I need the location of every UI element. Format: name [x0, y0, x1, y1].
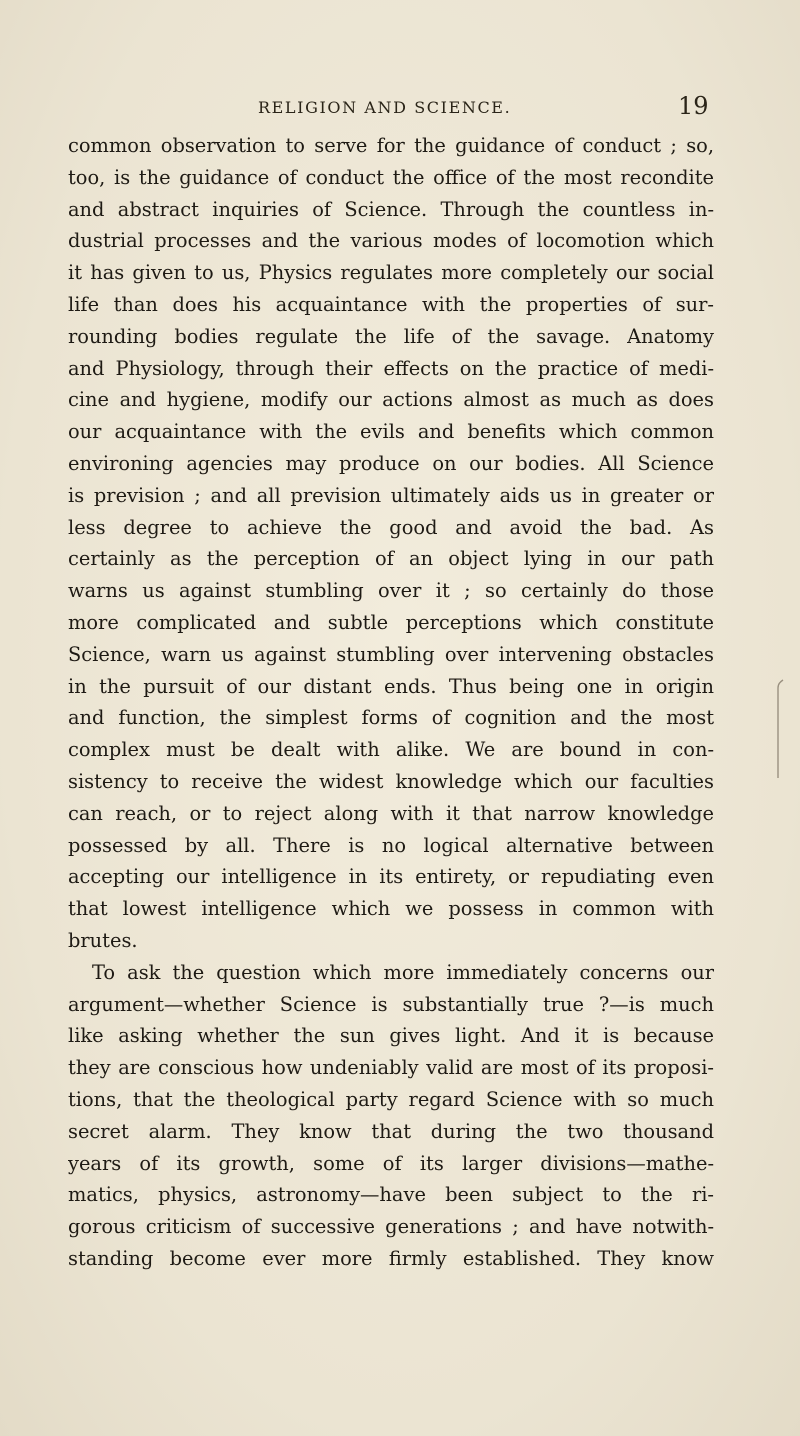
text-line: cine and hygiene, modify our actions almost as much as does [68, 388, 714, 412]
text-line: is prevision ; and all prevision ultimately aids us in greater or [68, 483, 714, 507]
running-head: RELIGION AND SCIENCE. [258, 98, 512, 117]
text-line: argument—whether Science is substantially true ?—is much [68, 992, 714, 1016]
text-line: possessed by all. There is no logical alternative between [68, 833, 714, 857]
text-line: more complicated and subtle perceptions which constitute [68, 610, 714, 634]
text-line: like asking whether the sun gives light. And it is because [68, 1024, 714, 1048]
text-line: complex must be dealt with alike. We are bound in con- [68, 738, 714, 762]
body-text [68, 130, 714, 1275]
text-line: they are conscious how undeniably valid are most of its proposi- [68, 1056, 714, 1080]
text-line: rounding bodies regulate the life of the savage. Anatomy [68, 324, 714, 348]
text-line: our acquaintance with the evils and benefits which common [68, 420, 714, 444]
text-line: and Physiology, through their effects on the practice of medi- [68, 356, 714, 380]
text-line: too, is the guidance of conduct the office of the most recondite [68, 165, 714, 189]
text-line: tions, that the theological party regard Science with so much [68, 1087, 714, 1111]
text-line: it has given to us, Physics regulates more completely our social [68, 261, 714, 285]
text-line: environing agencies may produce on our bodies. All Science [68, 451, 714, 475]
text-line: that lowest intelligence which we possess in common with [68, 897, 714, 921]
text-line: Science, warn us against stumbling over intervening obstacles [68, 642, 714, 666]
text-line: certainly as the perception of an object lying in our path [68, 547, 714, 571]
text-line: in the pursuit of our distant ends. Thus being one in origin [68, 674, 714, 698]
paragraph-end-line: brutes. [68, 928, 138, 952]
text-line: dustrial processes and the various modes of locomotion which [68, 229, 714, 253]
page-number: 19 [678, 92, 709, 120]
text-line: secret alarm. They know that during the two thousand [68, 1119, 714, 1143]
text-line: common observation to serve for the guidance of conduct ; so, [68, 134, 714, 157]
text-line: gorous criticism of successive generations ; and have notwith- [68, 1215, 714, 1239]
text-line: can reach, or to reject along with it that narrow knowledge [68, 801, 714, 825]
text-line: matics, physics, astronomy—have been subject to the ri- [68, 1183, 714, 1207]
text-line: and abstract inquiries of Science. Through the countless in- [68, 197, 714, 221]
text-line: sistency to receive the widest knowledge which our faculties [68, 769, 714, 793]
paragraph-start-line: To ask the question which more immediately concerns our [92, 960, 714, 984]
text-line: years of its growth, some of its larger divisions—mathe- [68, 1151, 714, 1175]
text-line: life than does his acquaintance with the properties of sur- [68, 292, 714, 316]
text-line: accepting our intelligence in its entirety, or repudiating even [68, 865, 714, 889]
text-line: less degree to achieve the good and avoid the bad. As [68, 515, 714, 539]
text-line: warns us against stumbling over it ; so certainly do those [68, 579, 714, 603]
text-line: standing become ever more firmly established. They know [68, 1246, 714, 1270]
margin-ink-mark [774, 678, 790, 788]
text-line: and function, the simplest forms of cognition and the most [68, 706, 714, 730]
